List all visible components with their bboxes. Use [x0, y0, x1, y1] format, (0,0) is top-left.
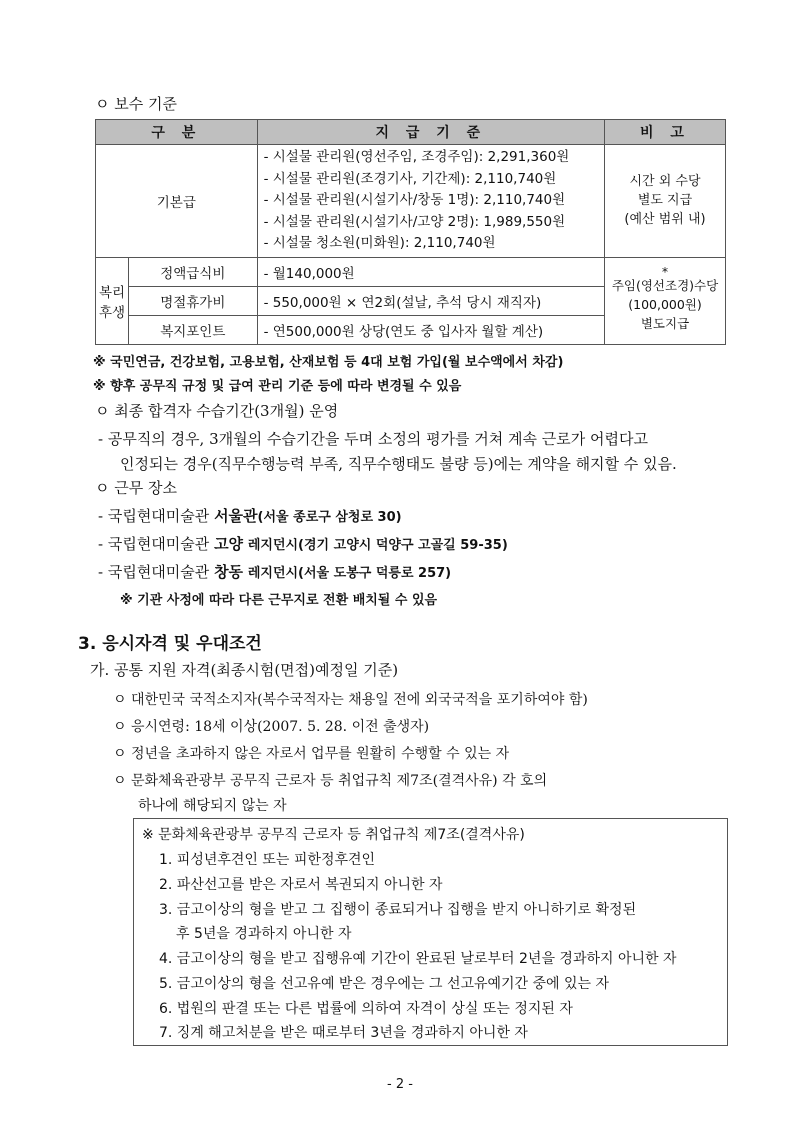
workplace-item: [98, 505, 402, 526]
workplace-item: [98, 533, 508, 554]
workplace-heading: ㅇ 근무 장소: [95, 479, 177, 497]
box-item: 2. 파산선고를 받은 자로서 복권되지 아니한 자: [159, 877, 443, 893]
box-title: ※ 문화체육관광부 공무직 근로자 등 취업규칙 제7조(결격사유): [142, 827, 525, 843]
remark-line: (예산 범위 내): [624, 212, 706, 228]
base-pay-item: - 시설물 청소원(미화원): 2,110,740원: [263, 235, 496, 251]
workplace-address: 레지던시(경기 고양시 덕양구 고골길 59-35): [247, 538, 508, 553]
box-item: 1. 피성년후견인 또는 피한정후견인: [159, 852, 376, 868]
qualification-item: ㅇ 정년을 초과하지 않은 자로서 업무를 원활히 수행할 수 있는 자: [113, 746, 510, 762]
probation-heading: ㅇ 최종 합격자 수습기간(3개월) 운영: [95, 402, 339, 420]
workplace-item: [98, 561, 451, 582]
base-pay-item: - 시설물 관리원(영선주임, 조경주임): 2,291,360원: [263, 149, 570, 165]
welfare-label: [96, 257, 129, 344]
workplace-prefix: - 국립현대미술관: [98, 535, 210, 553]
remark-star: *: [661, 264, 669, 279]
header-remark: 비 고: [605, 120, 726, 145]
box-item: 6. 법원의 판결 또는 다른 법률에 의하여 자격이 상실 또는 정지된 자: [159, 1001, 573, 1017]
qualification-item: ㅇ 문화체육관광부 공무직 근로자 등 취업규칙 제7조(결격사유) 각 호의: [113, 773, 548, 789]
welfare-row-name: 정액급식비: [129, 257, 258, 286]
header-category: 구 분: [96, 120, 258, 145]
welfare-row-value: - 550,000원 × 연2회(설날, 추석 당시 재직자): [257, 286, 604, 315]
base-pay-item: - 시설물 관리원(시설기사/고양 2명): 1,989,550원: [263, 213, 566, 230]
disqualification-box: [133, 818, 728, 1046]
probation-text: - 공무직의 경우, 3개월의 수습기간을 두며 소정의 평가를 거쳐 계속 근로가 어렵다고: [98, 430, 649, 448]
remark-line: 시간 외 수당: [629, 174, 701, 190]
workplace-prefix: - 국립현대미술관: [98, 507, 210, 525]
base-pay-item: - 시설물 관리원(시설기사/창동 1명): 2,110,740원: [263, 192, 566, 208]
box-item: 7. 징계 해고처분을 받은 때로부터 3년을 경과하지 아니한 자: [159, 1025, 528, 1041]
box-item: 4. 금고이상의 형을 받고 집행유예 기간이 완료된 날로부터 2년을 경과하지 아니한 자: [159, 951, 677, 967]
welfare-row-value: - 연500,000원 상당(연도 중 입사자 월할 계산): [257, 315, 604, 344]
qualification-item-cont: 하나에 해당되지 않는 자: [138, 798, 287, 814]
qualification-item: ㅇ 응시연령: 18세 이상(2007. 5. 28. 이전 출생자): [113, 719, 430, 735]
salary-note: ※ 향후 공무직 규정 및 급여 관리 기준 등에 따라 변경될 수 있음: [93, 379, 462, 394]
box-item: 5. 금고이상의 형을 선고유예 받은 경우에는 그 선고유예기간 중에 있는 자: [159, 976, 610, 992]
welfare-label-line: 후생: [98, 304, 126, 321]
workplace-name: 고양: [214, 535, 244, 553]
workplace-name: 서울관: [214, 507, 258, 525]
workplace-address: (서울 종로구 삼청로 30): [257, 510, 402, 525]
section-subtitle: 가. 공통 지원 자격(최종시험(면접)예정일 기준): [90, 661, 399, 679]
section-title: 3. 응시자격 및 우대조건: [78, 634, 262, 654]
workplace-name: 창동: [214, 563, 244, 581]
remark-line: 주임(영선조경)수당: [611, 278, 719, 293]
base-pay-remark: [605, 145, 726, 258]
remark-line: 별도 지급: [637, 193, 693, 209]
remark-line: (100,000원): [628, 297, 702, 312]
workplace-prefix: - 국립현대미술관: [98, 563, 210, 581]
welfare-row-name: 복지포인트: [129, 315, 258, 344]
qualification-item: ㅇ 대한민국 국적소지자(복수국적자는 채용일 전에 외국국적을 포기하여야 함): [113, 692, 588, 708]
probation-text: 인정되는 경우(직무수행능력 부족, 직무수행태도 불량 등)에는 계약을 해지할 수 있음.: [120, 455, 677, 473]
box-item-cont: 후 5년을 경과하지 아니한 자: [176, 926, 352, 942]
salary-note: ※ 국민연금, 건강보험, 고용보험, 산재보험 등 4대 보험 가입(월 보수액에서 차감): [93, 355, 564, 370]
base-pay-label: 기본급: [96, 145, 258, 258]
base-pay-item: - 시설물 관리원(조경기사, 기간제): 2,110,740원: [263, 170, 557, 187]
page-number: - 2 -: [387, 1077, 413, 1092]
welfare-row-name: 명절휴가비: [129, 286, 258, 315]
base-pay-items: [257, 145, 604, 258]
remark-line: 별도지급: [640, 316, 690, 331]
box-item: 3. 금고이상의 형을 받고 그 집행이 종료되거나 집행을 받지 아니하기로 확정된: [159, 902, 637, 918]
welfare-label-line: 복리: [98, 284, 126, 301]
header-criteria: 지 급 기 준: [257, 120, 604, 145]
salary-heading: ㅇ 보수 기준: [95, 95, 177, 113]
welfare-remark: [605, 257, 726, 344]
workplace-address: 레지던시(서울 도봉구 덕릉로 257): [247, 566, 452, 581]
welfare-row-value: - 월140,000원: [257, 257, 604, 286]
salary-table: [95, 119, 726, 345]
workplace-note: ※ 기관 사정에 따라 다른 근무지로 전환 배치될 수 있음: [120, 593, 438, 608]
